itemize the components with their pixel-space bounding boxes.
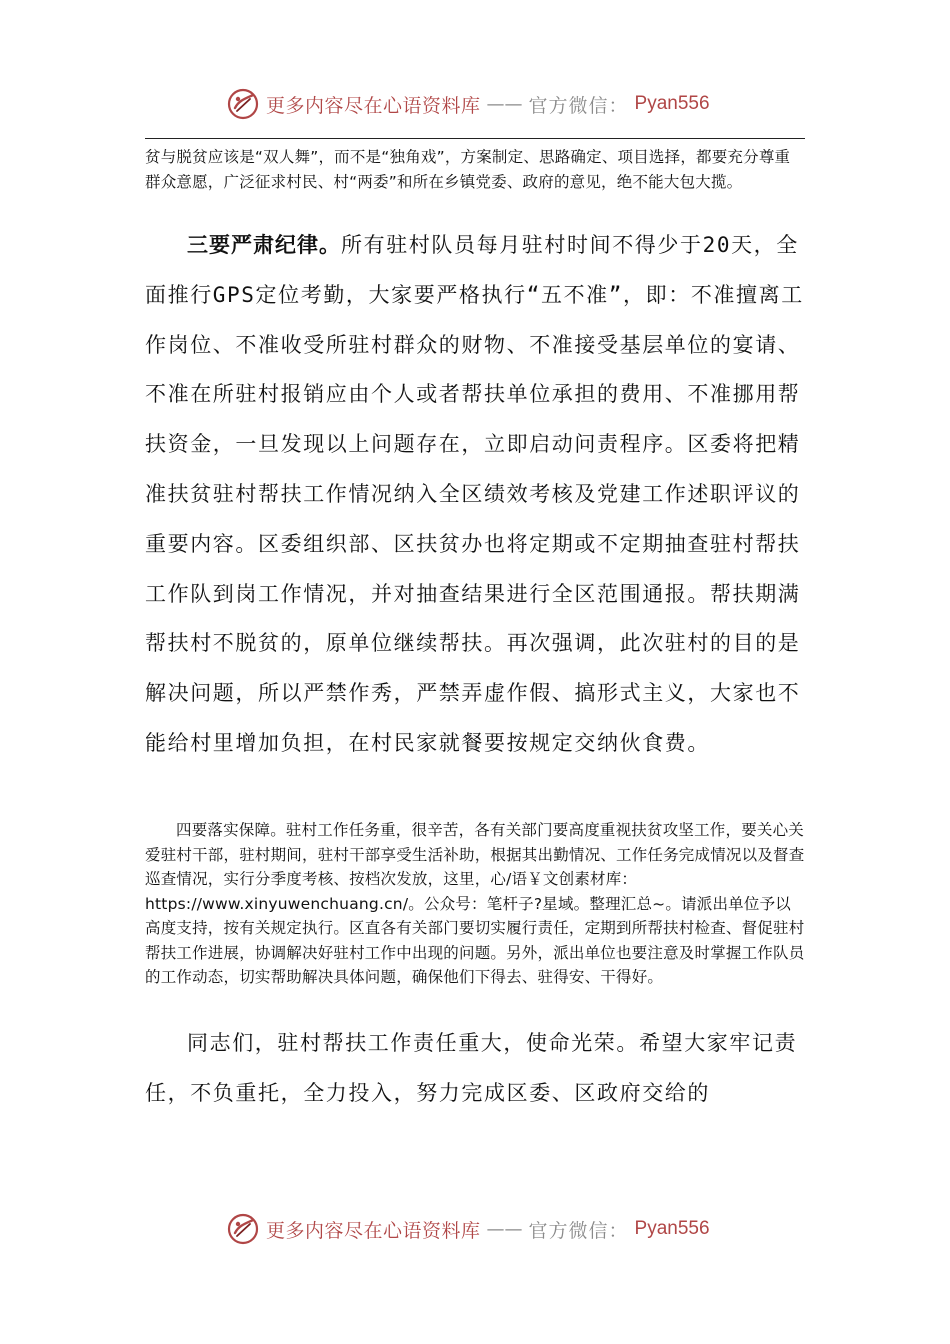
footer-brand-text: 更多内容尽在心语资料库 [266,1219,481,1242]
paragraph-2-lead: 三要严肃纪律。 [187,233,341,257]
header-brand-text: 更多内容尽在心语资料库 [266,94,481,117]
paragraph-4: 同志们，驻村帮扶工作责任重大，使命光荣。希望大家牢记责任，不负重托，全力投入，努力完成区委、区政府交给的 [145,1031,798,1105]
footer-wechat-id: Pyan556 [634,1218,710,1239]
paragraph-1: 贫与脱贫应该是“双人舞”，而不是“独角戏”，方案制定、思路确定、项目选择，都要充分尊重群众意愿，广泛征求村民、村“两委”和所在乡镇党委、政府的意见，绝不能大包大揽。 [145,148,791,191]
header-wechat-label: 官方微信： [528,94,629,117]
header-dash: —— [486,93,523,115]
footer-dash: —— [486,1218,523,1240]
header-divider [145,138,805,139]
header-banner [226,86,710,122]
brand-logo-icon [226,1212,260,1246]
paragraph-2-body: 所有驻村队员每月驻村时间不得少于20天，全面推行GPS定位考勤，大家要严格执行“五不准”，即：不准擅离工作岗位、不准收受所驻村群众的财物、不准接受基层单位的宴请、不准在所驻村报销应由个人或者帮扶单位承担的费用、不准挪用帮扶资金，一旦发现以上问题存在，立即启动问责程序。区委将把精准扶贫驻村帮扶工作情况纳入全区绩效考核及党建工作述职评议的重要内容。区委组织部、区扶贫办也将定期或不定期抽查驻村帮扶工作队到岗工作情况，并对抽查结果进行全区范围通报。帮扶期满帮扶村不脱贫的，原单位继续帮扶。再次强调，此次驻村的目的是解决问题，所以严禁作秀，严禁弄虚作假、搞形式主义，大家也不能给村里增加负担，在村民家就餐要按规定交纳伙食费。 [145,233,804,755]
paragraph-3: 四要落实保障。驻村工作任务重，很辛苦，各有关部门要高度重视扶贫攻坚工作，要关心关爱驻村干部，驻村期间，驻村干部享受生活补助，根据其出勤情况、工作任务完成情况以及督查巡查情况，实行分季度考核、按档次发放，这里，心/语￥文创素材库：https://www.xinyuwenchuang.cn/。公众号：笔杆子?星域。整理汇总~。请派出单位予以高度支持，按有关规定执行。区直各有关部门要切实履行责任，定期到所帮扶村检查、督促驻村帮扶工作进展，协调解决好驻村工作中出现的问题。另外，派出单位也要注意及时掌握工作队员的工作动态，切实帮助解决具体问题，确保他们下得去、驻得安、干得好。 [145,821,805,986]
footer-banner [226,1211,710,1247]
footer-wechat-label: 官方微信： [528,1219,629,1242]
paragraph-2 [145,221,805,769]
header-wechat-id: Pyan556 [634,93,710,114]
brand-logo-icon [226,87,260,121]
